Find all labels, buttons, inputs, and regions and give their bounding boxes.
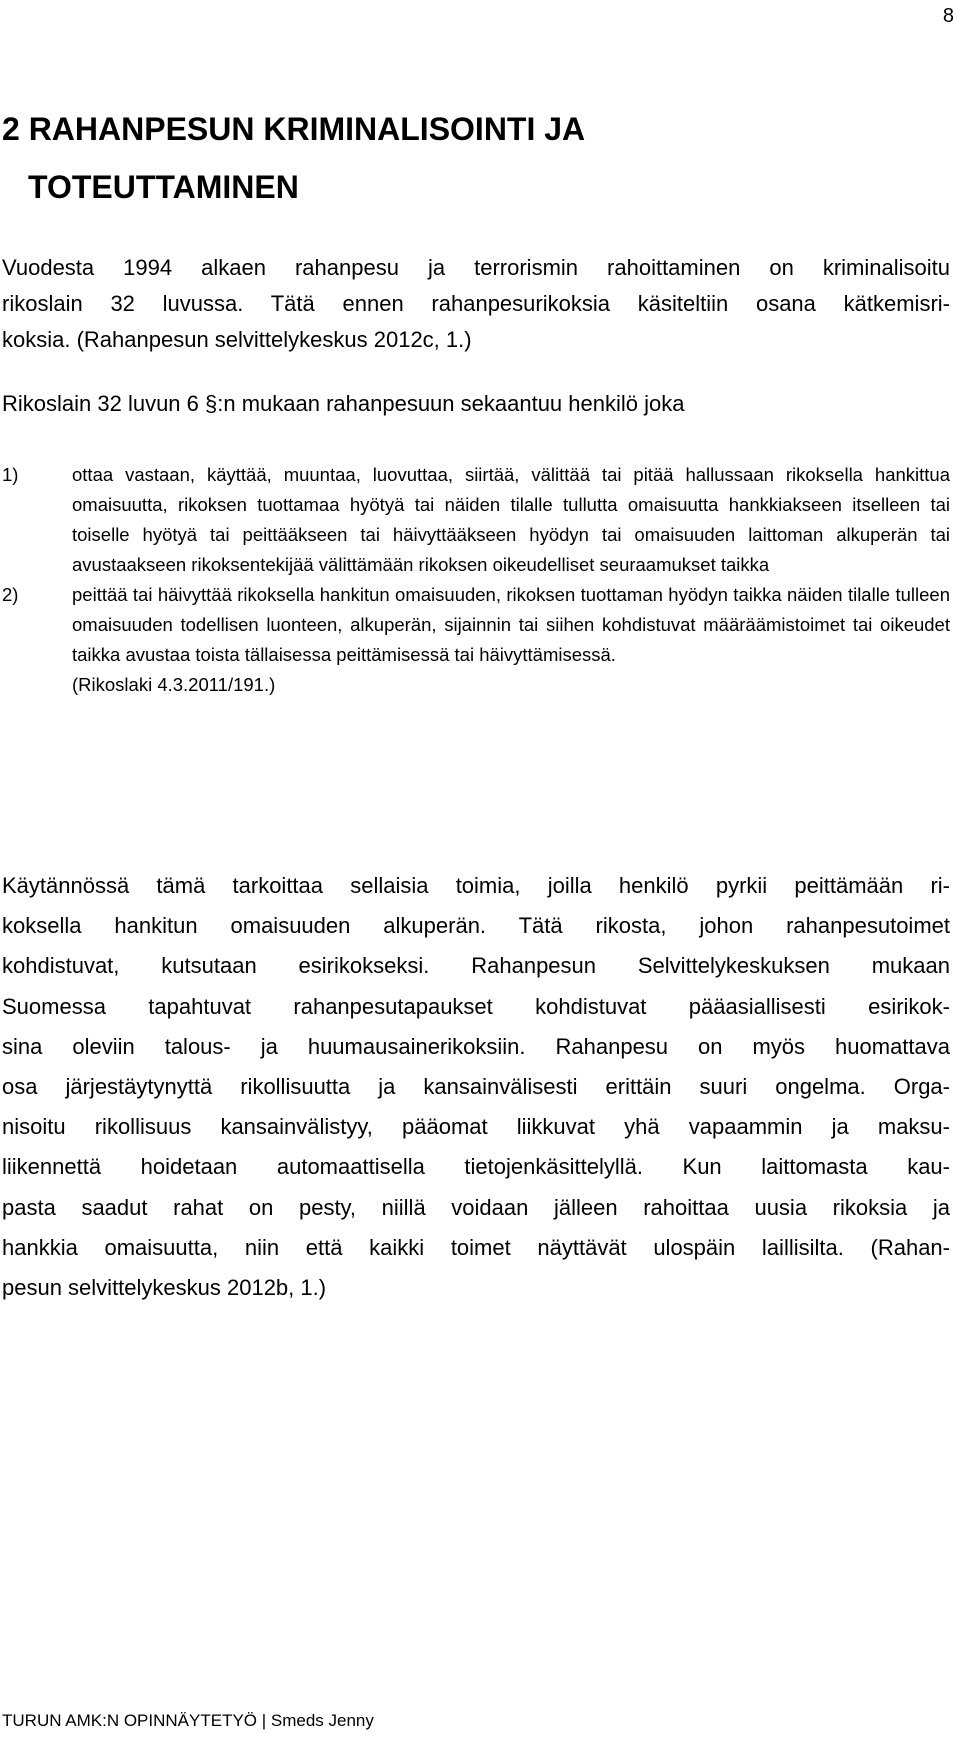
chapter-heading	[2, 100, 950, 216]
practice-paragraph	[2, 866, 950, 1308]
law-provision-item	[2, 580, 950, 670]
practice-line: kohdistuvat, kutsutaan esirikokseksi. Rahanpesun Selvittelykeskuksen mukaan	[2, 953, 950, 979]
chapter-heading-line-1: 2 RAHANPESUN KRIMINALISOINTI JA	[2, 111, 586, 147]
practice-line: sina oleviin talous- ja huumausainerikoksiin. Rahanpesu on myös huomattava	[2, 1033, 950, 1059]
practice-line: pesun selvittelykeskus 2012b, 1.)	[2, 1275, 327, 1301]
practice-line: koksella hankitun omaisuuden alkuperän. Tätä rikosta, johon rahanpesutoimet	[2, 913, 950, 939]
practice-line: osa järjestäytynyttä rikollisuutta ja kansainvälisesti erittäin suuri ongelma. Orga-	[2, 1074, 950, 1100]
law-provision-item	[2, 460, 950, 580]
law-intro-paragraph: Rikoslain 32 luvun 6 §:n mukaan rahanpesuun sekaantuu henkilö joka	[2, 391, 685, 416]
intro-line: rikoslain 32 luvussa. Tätä ennen rahanpesurikoksia käsiteltiin osana kätkemisri-	[2, 291, 950, 316]
practice-line: nisoitu rikollisuus kansainvälistyy, pääomat liikkuvat yhä vapaammin ja maksu-	[2, 1114, 950, 1140]
practice-line: pasta saadut rahat on pesty, niillä voidaan jälleen rahoittaa uusia rikoksia ja	[2, 1194, 950, 1220]
practice-line: hankkia omaisuutta, niin että kaikki toimet näyttävät ulospäin laillisilta. (Rahan-	[2, 1234, 950, 1260]
intro-line: Vuodesta 1994 alkaen rahanpesu ja terrorismin rahoittaminen on kriminalisoitu	[2, 255, 950, 280]
page-footer: TURUN AMK:N OPINNÄYTETYÖ | Smeds Jenny	[2, 1711, 374, 1730]
law-provision-text: peittää tai häivyttää rikoksella hankitun omaisuuden, rikoksen tuottaman hyödyn taikka näiden tilalle tulleen omaisuuden todellisen luonteen, alkuperän, sijainnin tai siihen kohdistuvat määräämistoimet tai oikeudet taikka avustaa toista tällaisessa peittämisessä tai häivyttämisessä.	[72, 584, 950, 665]
chapter-heading-line-2: TOTEUTTAMINEN	[28, 169, 299, 205]
law-citation: (Rikoslaki 4.3.2011/191.)	[72, 674, 276, 695]
intro-paragraph	[2, 250, 950, 358]
intro-line: koksia. (Rahanpesun selvittelykeskus 2012c, 1.)	[2, 327, 472, 352]
practice-line: Käytännössä tämä tarkoittaa sellaisia toimia, joilla henkilö pyrkii peittämään ri-	[2, 873, 950, 898]
practice-line: Suomessa tapahtuvat rahanpesutapaukset kohdistuvat pääasiallisesti esirikok-	[2, 993, 950, 1019]
law-provision-number: 2)	[2, 584, 19, 605]
law-provision-number: 1)	[2, 464, 19, 485]
practice-line: liikennettä hoidetaan automaattisella tietojenkäsittelyllä. Kun laittomasta kau-	[2, 1154, 950, 1180]
law-provision-list	[2, 460, 950, 700]
law-provision-text: ottaa vastaan, käyttää, muuntaa, luovuttaa, siirtää, välittää tai pitää hallussaan rikoksella hankittua omaisuutta, rikoksen tuottamaa hyötyä tai näiden tilalle tullutta omaisuutta hankkiakseen itselleen tai toiselle hyötyä tai peittääkseen tai häivyttääkseen hyödyn tai omaisuuden laittoman alkuperän tai avustaakseen rikoksentekijää välittämään rikoksen oikeudelliset seuraamukset taikka	[72, 464, 950, 575]
page-number: 8	[942, 5, 954, 27]
